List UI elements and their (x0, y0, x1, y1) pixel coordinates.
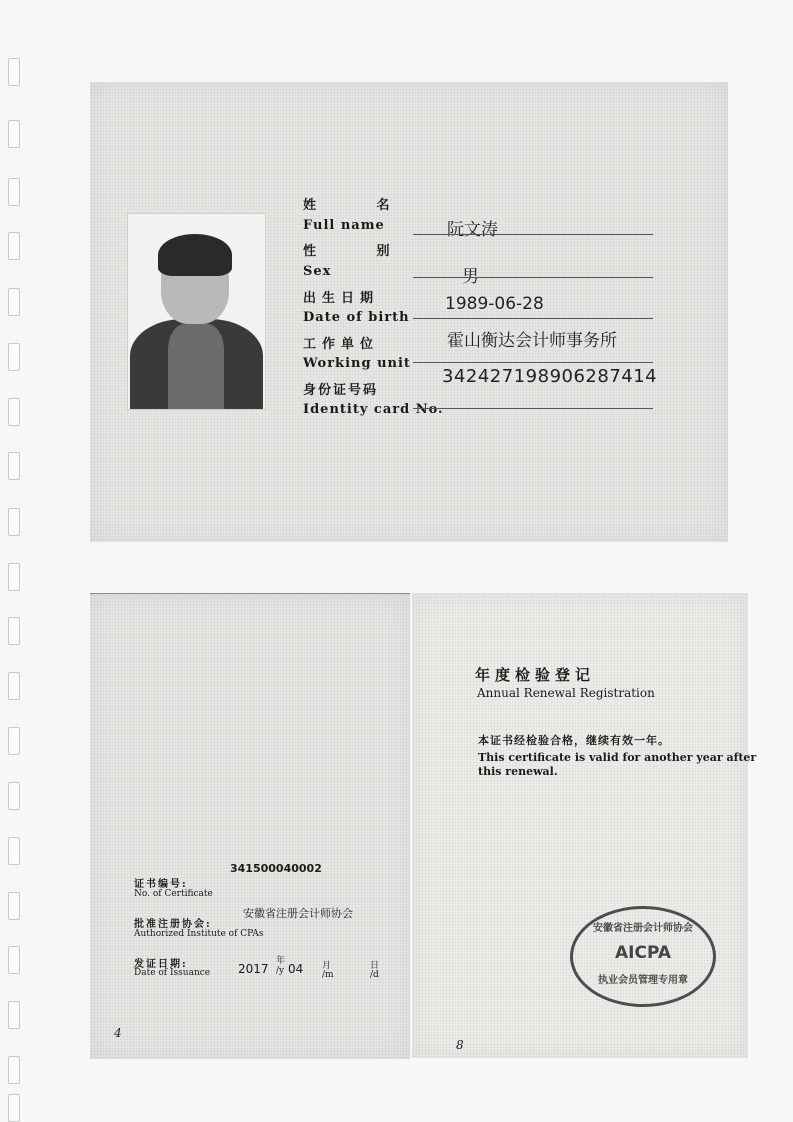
label-sex-zh: 性 别 (303, 244, 418, 259)
binder-hole (8, 58, 20, 86)
renewal-note-en-line2: this renewal. (478, 765, 558, 778)
underline-work (413, 362, 653, 363)
official-seal (570, 906, 716, 1007)
binder-hole (8, 120, 20, 148)
label-work-en: Working unit (303, 356, 411, 371)
underline-dob (413, 318, 653, 319)
value-work: 霍山衡达会计师事务所 (447, 331, 617, 351)
binder-holes (8, 0, 22, 1121)
label-name-zh: 姓 名 (303, 198, 418, 213)
value-sex: 男 (462, 267, 479, 287)
label-name-en: Full name (303, 218, 385, 233)
cert-no-label-en: No. of Certificate (134, 889, 213, 899)
label-dob-zh: 出生日期 (303, 291, 380, 306)
renewal-note-en-line1: This certificate is valid for another year after (478, 751, 757, 764)
month-mark: 月 (322, 961, 332, 971)
underline-idno (413, 408, 653, 409)
seal-text-bottom: 执业会员管理专用章 (598, 975, 688, 986)
value-name: 阮文涛 (447, 220, 498, 240)
binder-hole (8, 452, 20, 480)
issuance-year: 2017 (238, 962, 269, 976)
binder-hole (8, 892, 20, 920)
label-idno-zh: 身份证号码 (303, 383, 379, 398)
photo-hair-shape (158, 234, 232, 276)
cert-no-value: 341500040002 (230, 862, 322, 875)
binder-hole (8, 782, 20, 810)
renewal-note-zh: 本证书经检验合格，继续有效一年。 (478, 734, 670, 747)
seal-text-top: 安徽省注册会计师协会 (593, 923, 693, 934)
issuance-month: 04 (288, 962, 304, 976)
binder-hole (8, 398, 20, 426)
label-dob-en: Date of birth (303, 310, 410, 325)
label-idno-en: Identity card No. (303, 402, 444, 417)
label-sex-en: Sex (303, 264, 332, 279)
certificate-page-card (90, 593, 410, 1059)
binder-hole (8, 672, 20, 700)
value-idno: 342427198906287414 (442, 366, 658, 387)
binder-hole (8, 508, 20, 536)
renewal-title-en: Annual Renewal Registration (477, 686, 655, 700)
page-number-left: 4 (114, 1026, 122, 1040)
institute-label-zh: 批准注册协会: (134, 919, 212, 930)
renewal-title-zh: 年度检验登记 (475, 666, 596, 684)
month-mark-en: /m (322, 970, 334, 980)
binder-hole (8, 178, 20, 206)
binder-hole (8, 232, 20, 260)
id-photo (127, 213, 266, 410)
issuance-label-en: Date of Issuance (134, 968, 211, 978)
institute-value: 安徽省注册会计师协会 (243, 907, 353, 920)
binder-hole (8, 837, 20, 865)
binder-hole (8, 617, 20, 645)
year-mark: 年 (276, 956, 286, 966)
institute-label-en: Authorized Institute of CPAs (134, 929, 264, 939)
binder-hole (8, 1001, 20, 1029)
binder-hole (8, 563, 20, 591)
cert-no-label-zh: 证书编号: (134, 879, 188, 890)
binder-hole (8, 343, 20, 371)
value-dob: 1989-06-28 (445, 294, 544, 314)
underline-name (413, 234, 653, 235)
label-work-zh: 工作单位 (303, 337, 380, 352)
binder-hole (8, 727, 20, 755)
seal-text-mid: AICPA (614, 943, 671, 963)
page-number-right: 8 (456, 1038, 464, 1052)
binder-hole (8, 288, 20, 316)
binder-hole (8, 1056, 20, 1084)
year-mark-en: /y (276, 966, 285, 976)
day-mark-en: /d (370, 970, 379, 980)
binder-hole (8, 946, 20, 974)
day-mark: 日 (370, 961, 380, 971)
binder-hole (8, 1094, 20, 1122)
photo-shirt-shape (168, 324, 224, 409)
issuance-label-zh: 发证日期: (134, 959, 188, 970)
underline-sex (413, 277, 653, 278)
